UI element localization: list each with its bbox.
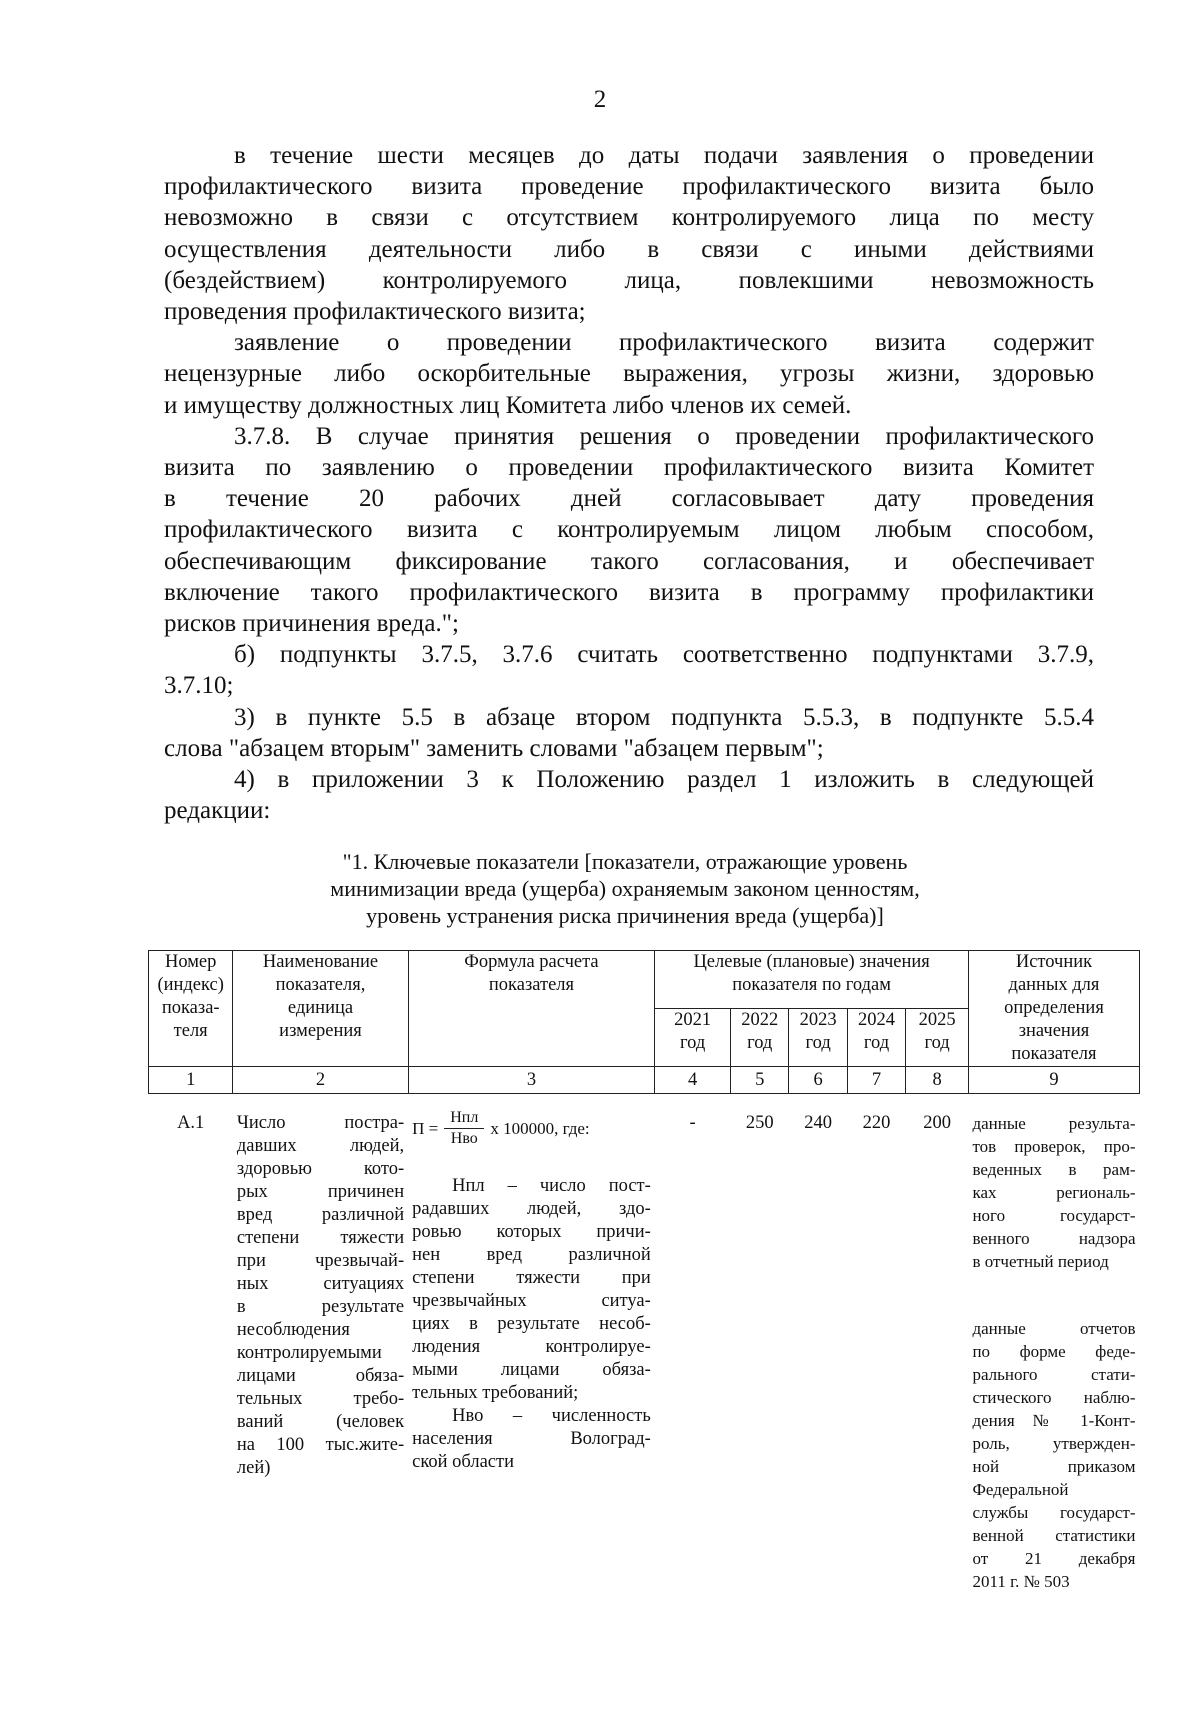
header-index (149, 951, 233, 1067)
source-line: ках региональ- (972, 1183, 1136, 1202)
table-row (149, 1094, 1140, 1594)
header-index-line: (индекс) (157, 975, 224, 995)
formula-description-line: циях в результате несоб- (412, 1314, 651, 1334)
source-line: ного государст- (972, 1206, 1136, 1225)
row-name-line: ваний (человек (236, 1412, 405, 1432)
paragraph-line: профилактического визита проведение профилактического визита было (164, 173, 1094, 201)
paragraph-line: в течение 20 рабочих дней согласовывает дату проведения (164, 485, 1094, 513)
source-line: стического наблю- (972, 1388, 1136, 1407)
row-name-line: степени тяжести (236, 1228, 405, 1248)
formula-description (412, 1175, 651, 1474)
column-number: 9 (968, 1067, 1139, 1094)
column-number: 5 (731, 1067, 789, 1094)
row-name-line: контролируемыми (236, 1343, 382, 1363)
column-number: 6 (789, 1067, 847, 1094)
row-name-line: ных ситуациях (236, 1274, 405, 1294)
table-title (240, 848, 1010, 929)
header-index-line: Номер (164, 952, 217, 972)
paragraph (164, 639, 1094, 701)
formula-description-line: Нво – численность (452, 1406, 651, 1426)
source-line: дения № 1-Конт- (972, 1411, 1136, 1430)
source-line: службы государст- (972, 1503, 1136, 1522)
paragraph-line: б) подпункты 3.7.5, 3.7.6 считать соответственно подпунктами 3.7.9, (234, 641, 1094, 669)
row-name-line: лицами обяза- (236, 1366, 405, 1386)
paragraph-line: обеспечивающим фиксирование такого согласования, и обеспечивает (164, 547, 1094, 575)
row-name-line: несоблюдения (236, 1320, 350, 1340)
row-name-line: при чрезвычай- (236, 1251, 405, 1271)
formula-description-line: чрезвычайных ситуа- (412, 1291, 651, 1311)
paragraph-line: включение такого профилактического визита в программу профилактики (164, 578, 1094, 606)
source-line: Федеральной (972, 1480, 1069, 1499)
header-year (847, 1009, 905, 1067)
row-source (968, 1094, 1139, 1594)
header-target-values (655, 951, 969, 1009)
row-index: А.1 (177, 1113, 205, 1133)
target-value: 250 (745, 1113, 774, 1133)
header-target-line: показателя по годам (732, 975, 891, 995)
paragraph (164, 421, 1094, 639)
formula-description-line: людения контролируе- (412, 1337, 651, 1357)
column-number: 8 (906, 1067, 969, 1094)
paragraph (164, 327, 1094, 421)
row-name-line: здоровью кото- (236, 1159, 405, 1179)
paragraph-line: редакции: (164, 797, 271, 825)
source-line: данные результа- (972, 1114, 1136, 1133)
header-source-line: значения (1018, 1021, 1090, 1041)
column-numbers-row (149, 1067, 1140, 1094)
row-name-line: в результате (236, 1297, 405, 1317)
paragraph-line: профилактического визита с контролируемым лицом любым способом, (164, 516, 1094, 544)
row-name-line: давших людей, (236, 1136, 405, 1156)
paragraph-line: 3.7.10; (164, 672, 234, 700)
target-value: 220 (862, 1113, 891, 1133)
formula-description-line: ской области (412, 1452, 515, 1472)
table-body (149, 1094, 1140, 1594)
row-name-line: тельных требо- (236, 1389, 405, 1409)
formula-description-line: степени тяжести при (412, 1268, 651, 1288)
header-year (789, 1009, 847, 1067)
header-source-line: Источник (1015, 952, 1093, 972)
paragraph-line: 3.7.8. В случае принятия решения о проведении профилактического (234, 422, 1094, 450)
target-value: 240 (804, 1113, 832, 1133)
row-name-line: лей) (236, 1458, 271, 1478)
paragraph (164, 764, 1094, 826)
paragraph-line: проведения профилактического визита; (164, 298, 586, 326)
formula-description-line: населения Волоград- (412, 1429, 651, 1449)
row-name-line: Число постра- (236, 1113, 405, 1133)
header-index-line: теля (173, 1021, 208, 1041)
formula-description-line: тельных требований; (412, 1383, 579, 1403)
table-title-line: "1. Ключевые показатели [показатели, отражающие уровень (342, 849, 908, 874)
source-line: рального стати- (972, 1365, 1136, 1384)
source-line: от 21 декабря (972, 1549, 1136, 1568)
header-year (731, 1009, 789, 1067)
formula (412, 1108, 651, 1149)
paragraph-line: осуществления деятельности либо в связи с иными действиями (164, 235, 1094, 263)
table-title-line: уровень устранения риска причинения вреда (ущерба)] (366, 903, 884, 928)
target-value: - (689, 1113, 696, 1133)
formula-numerator: Нпл (444, 1108, 484, 1129)
source-line: венной статистики (972, 1526, 1136, 1545)
header-row-1 (149, 951, 1140, 1009)
paragraph-line: заявление о проведении профилактического визита содержит (234, 329, 1094, 357)
header-year-value: 2023 (799, 1010, 837, 1030)
formula-description-line: мыми лицами обяза- (412, 1360, 651, 1380)
header-index-line: показа- (161, 998, 220, 1018)
header-source-line: определения (1004, 998, 1104, 1018)
source-line: 2011 г. № 503 (972, 1572, 1070, 1591)
source-block (972, 1112, 1135, 1273)
paragraph-line: рисков причинения вреда."; (164, 610, 459, 638)
formula-lhs: П = (412, 1119, 439, 1138)
column-number: 1 (149, 1067, 233, 1094)
target-value: 200 (923, 1113, 951, 1133)
source-line: по форме феде- (972, 1342, 1136, 1361)
header-year-unit: год (805, 1033, 831, 1053)
header-source (968, 951, 1139, 1067)
row-name-line: вред различной (236, 1205, 405, 1225)
source-line: венного надзора (972, 1229, 1136, 1248)
header-year-value: 2021 (674, 1010, 712, 1030)
header-name-line: единица (287, 998, 354, 1018)
paragraph-line: 3) в пункте 5.5 в абзаце втором подпункта 5.5.3, в подпункте 5.5.4 (234, 703, 1094, 731)
paragraph-line: визита по заявлению о проведении профилактического визита Комитет (164, 454, 1094, 482)
header-target-line: Целевые (плановые) значения (693, 952, 930, 972)
header-year-unit: год (863, 1033, 890, 1053)
header-year (655, 1009, 731, 1067)
paragraph-line: (бездействием) контролируемого лица, повлекшими невозможность (164, 266, 1094, 294)
column-number: 3 (408, 1067, 655, 1094)
paragraph (164, 702, 1094, 764)
paragraph-line: слова "абзацем вторым" заменить словами "абзацем первым"; (164, 734, 824, 762)
header-year-unit: год (924, 1033, 950, 1053)
paragraph-line: невозможно в связи с отсутствием контролируемого лица по месту (164, 204, 1094, 232)
paragraph (164, 140, 1094, 327)
paragraph-line: нецензурные либо оскорбительные выражения, угрозы жизни, здоровью (164, 360, 1094, 388)
source-line: ной приказом (972, 1457, 1136, 1476)
source-line: данные отчетов (972, 1319, 1136, 1338)
column-number: 7 (847, 1067, 905, 1094)
paragraph-line: 4) в приложении 3 к Положению раздел 1 изложить в следующей (234, 766, 1094, 794)
header-name (233, 951, 408, 1067)
row-name-line: рых причинен (236, 1182, 405, 1202)
column-number: 2 (233, 1067, 408, 1094)
formula-fraction (444, 1108, 484, 1149)
paragraph-line: и имуществу должностных лиц Комитета либо членов их семей. (164, 391, 852, 419)
source-line: тов проверок, про- (972, 1137, 1136, 1156)
header-year-value: 2024 (858, 1010, 896, 1030)
header-year-value: 2022 (741, 1010, 779, 1030)
key-indicators-table (148, 950, 1140, 1593)
formula-description-line: нен вред различной (412, 1245, 651, 1265)
header-name-line: показателя, (275, 975, 366, 995)
formula-description-line: радавших людей, здо- (412, 1199, 651, 1219)
header-name-line: измерения (279, 1021, 362, 1041)
source-block (972, 1317, 1135, 1593)
header-year-unit: год (747, 1033, 773, 1053)
row-name-line: на 100 тыс.жите- (236, 1435, 405, 1455)
source-line: роль, утвержден- (972, 1434, 1136, 1453)
body-text (164, 140, 1094, 826)
header-source-line: данных для (1008, 975, 1100, 995)
header-formula (408, 951, 655, 1067)
column-number: 4 (655, 1067, 731, 1094)
header-source-line: показателя (1011, 1044, 1097, 1064)
row-formula (408, 1094, 655, 1594)
formula-denominator: Нво (450, 1130, 478, 1147)
header-formula-line: Формула расчета (464, 952, 599, 972)
source-line: в отчетный период (972, 1252, 1109, 1271)
source-line: веденных в рам- (972, 1160, 1136, 1179)
row-name-text (237, 1112, 404, 1480)
header-name-line: Наименование (262, 952, 379, 972)
paragraph-line: в течение шести месяцев до даты подачи заявления о проведении (234, 142, 1094, 169)
header-formula-line: показателя (488, 975, 575, 995)
formula-description-line: Нпл – число пост- (452, 1176, 651, 1196)
formula-description-line: ровью которых причи- (412, 1222, 651, 1242)
formula-rhs: х 100000, где: (490, 1119, 590, 1138)
table-title-line: минимизации вреда (ущерба) охраняемым законом ценностям, (330, 876, 920, 901)
page-number: 2 (593, 86, 607, 113)
row-name (233, 1094, 408, 1594)
header-year-value: 2025 (918, 1010, 956, 1030)
header-year-unit: год (680, 1033, 706, 1053)
header-year (906, 1009, 969, 1067)
